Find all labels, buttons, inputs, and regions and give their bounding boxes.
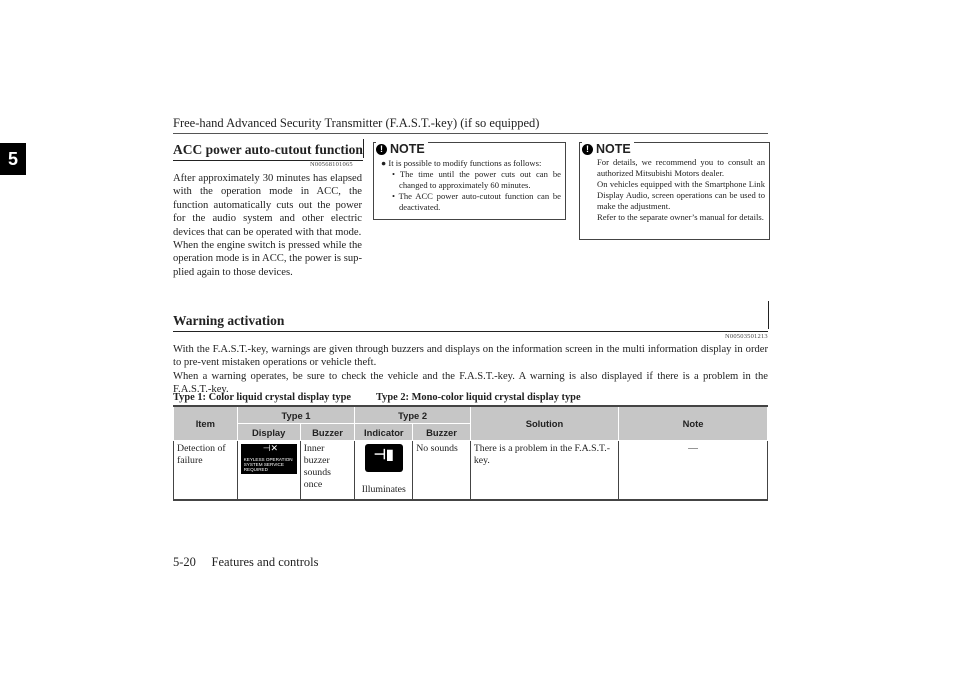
page-footer [173, 555, 318, 570]
chapter-tab: 5 [0, 143, 26, 175]
note-heading-2 [582, 142, 634, 156]
cell-solution: There is a problem in the F.A.S.T.-key. [470, 441, 618, 501]
header-buzzer-2: Buzzer [413, 424, 471, 441]
warning-section-body [173, 343, 768, 397]
header-rule [173, 133, 768, 134]
note-box-2 [579, 142, 770, 240]
lcd-warning-text: KEYLESS OPERATION SYSTEM SERVICE REQUIRED [243, 457, 293, 472]
header-indicator: Indicator [355, 424, 413, 441]
note-main-item: ● It is possible to modify functions as follows: [381, 158, 542, 168]
header-type1: Type 1 [237, 406, 355, 424]
header-note: Note [619, 406, 768, 441]
table-row [174, 441, 768, 501]
cell-note: — [619, 441, 768, 501]
note-sub-item: • The time until the power cuts out can be changed to approximately 60 minutes. [392, 169, 561, 191]
type1-caption: Type 1: Color liquid crystal display type [173, 392, 352, 403]
warning-paragraph-2: When a warning operates, be sure to check the vehicle and the F.A.S.T.-key. A warning is also displayed if there is a problem in the F.A.S.T.-key. [173, 370, 768, 396]
page-header-title: Free-hand Advanced Security Transmitter (F.A.S.T.-key) (if so equipped) [173, 116, 540, 130]
note-line: On vehicles equipped with the Smartphone Link Display Audio, screen operations can be used to make the adjustment. [597, 179, 765, 212]
note-label: NOTE [596, 142, 631, 156]
lcd-warning-display [241, 444, 297, 474]
acc-section-title: ACC power auto-cutout function [173, 142, 363, 161]
warning-section-title: Warning activation [173, 313, 768, 332]
note-line: For details, we recommend you to consult an authorized Mitsubishi Motors dealer. [597, 157, 765, 179]
header-type2: Type 2 [355, 406, 470, 424]
acc-section-code: N00568101065 [310, 161, 353, 168]
acc-section-body [173, 172, 362, 279]
acc-paragraph-2: When the engine switch is pressed while the operation mode is in ACC, the power is sup-plied again to those devices. [173, 240, 362, 278]
note-sub-text: The time until the power cuts out can be changed to approximately 60 minutes. [399, 169, 561, 191]
page-number: 5-20 [173, 555, 196, 569]
warning-table [173, 405, 768, 501]
key-indicator-icon: ⊣▮ [373, 446, 394, 462]
note-label: NOTE [390, 142, 425, 156]
note-sub-item: • The ACC power auto-cutout function can be deactivated. [392, 191, 561, 213]
header-buzzer-1: Buzzer [300, 424, 355, 441]
cell-item: Detection of failure [174, 441, 238, 501]
exclamation-icon: ! [582, 144, 593, 155]
exclamation-icon: ! [376, 144, 387, 155]
cell-buzzer-1: Inner buzzer sounds once [300, 441, 355, 501]
header-display: Display [237, 424, 300, 441]
key-warning-icon: ⊣✕ [262, 443, 279, 453]
cell-display [237, 441, 300, 501]
acc-paragraph-1: After approximately 30 minutes has elapsed with the operation mode in ACC, the function automatically cuts out the power for the audio system and other electric devices that can be operated with that mode. [173, 173, 362, 238]
note-box-1 [373, 142, 566, 220]
note-main-text: It is possible to modify functions as follows: [388, 158, 542, 168]
header-solution: Solution [470, 406, 618, 441]
indicator-display [365, 444, 403, 472]
cell-indicator [355, 441, 413, 501]
table-header-row [174, 406, 768, 424]
header-item: Item [174, 406, 238, 441]
cell-buzzer-2: No sounds [413, 441, 471, 501]
note-body-1 [381, 158, 561, 213]
note-heading-1 [376, 142, 428, 156]
warning-section-code: N00503501213 [725, 333, 768, 340]
indicator-label: Illuminates [361, 484, 406, 495]
footer-section: Features and controls [211, 555, 319, 569]
warning-paragraph-1: With the F.A.S.T.-key, warnings are given through buzzers and displays on the information screen in the multi information display in order to pre-vent mistaken operations or vehicle theft. [173, 344, 768, 369]
type2-caption: Type 2: Mono-color liquid crystal display type [376, 392, 581, 403]
note-sub-text: The ACC power auto-cutout function can be deactivated. [398, 191, 561, 213]
note-line: Refer to the separate owner’s manual for details. [597, 212, 764, 223]
note-body-2 [597, 157, 765, 224]
